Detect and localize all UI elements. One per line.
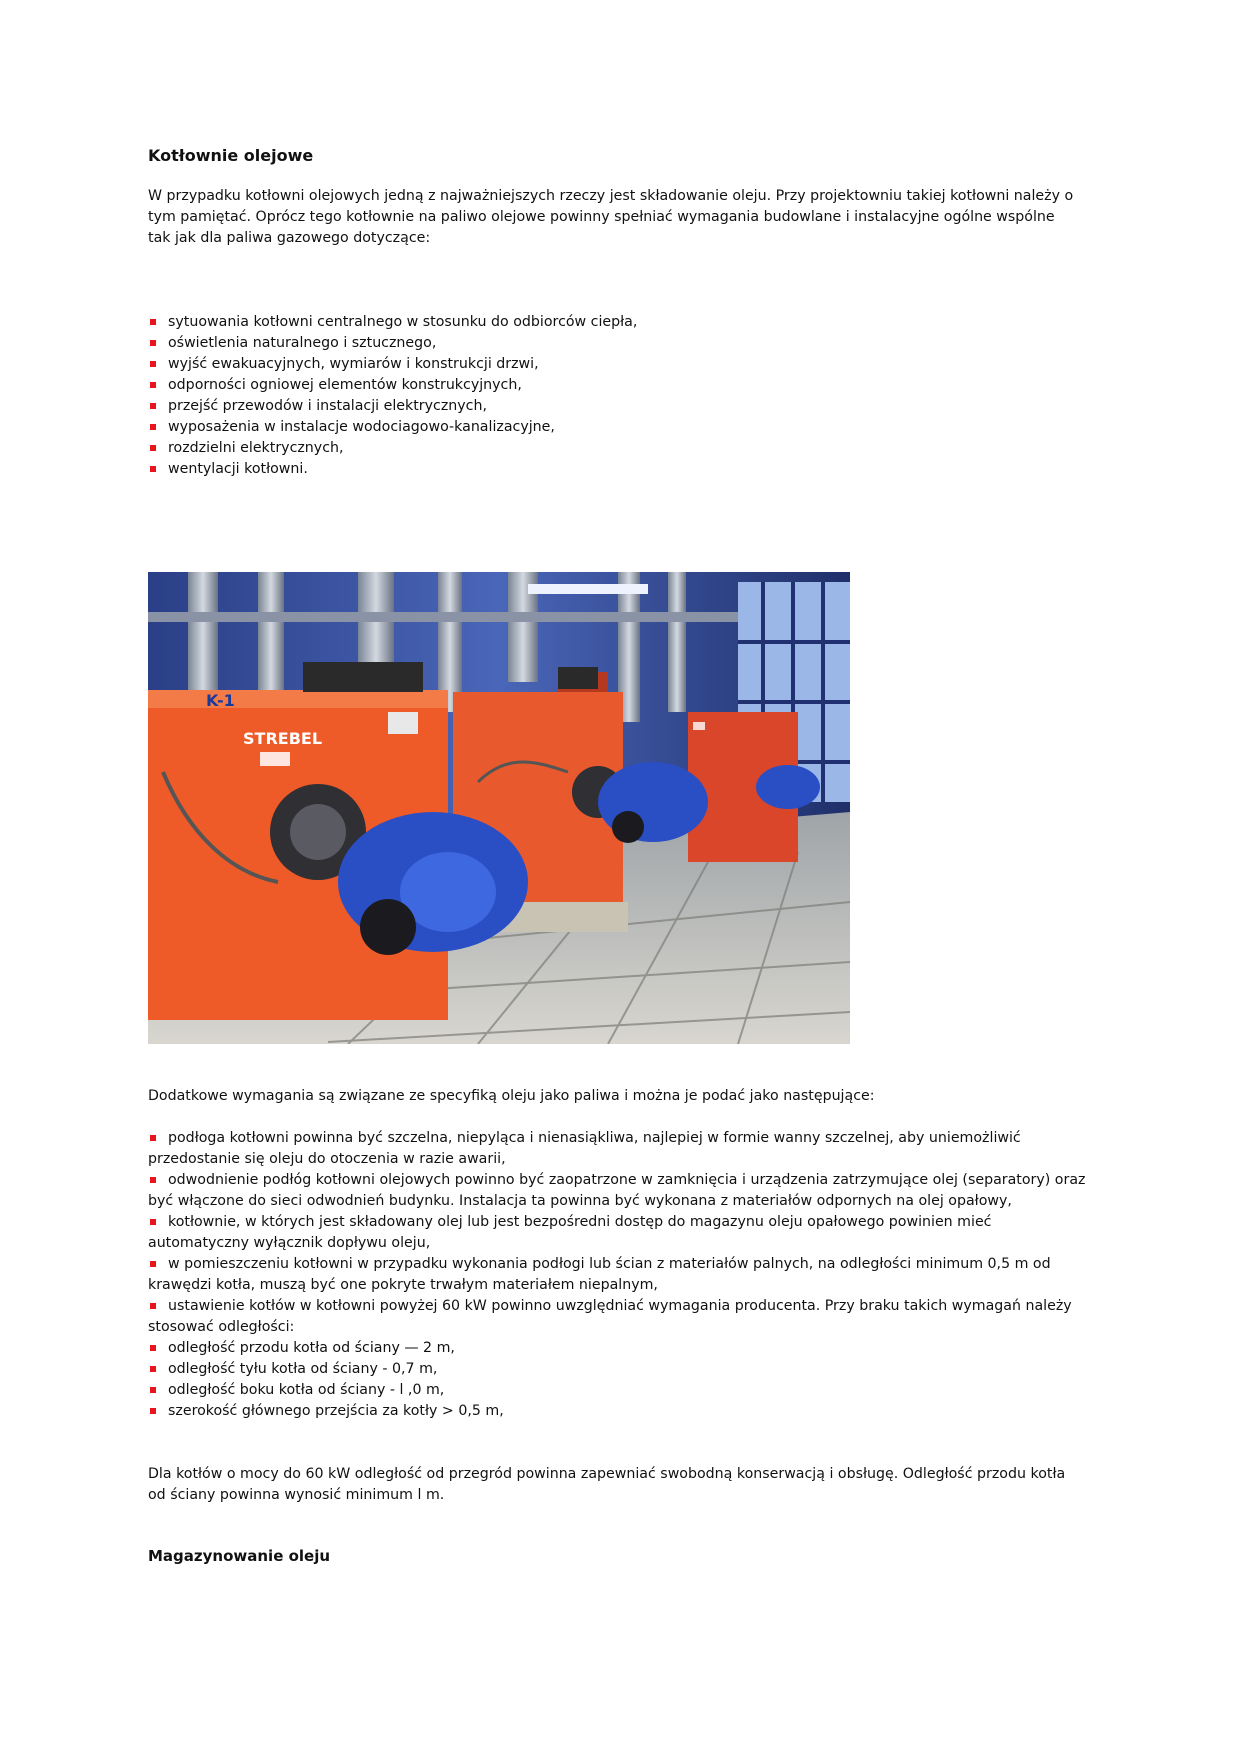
list-item: szerokość głównego przejścia za kotły > 0,5 m, (148, 1401, 1088, 1422)
bullet-icon (150, 445, 156, 451)
list-item: kotłownie, w których jest składowany olej lub jest bezpośredni dostęp do magazynu oleju opałowego powinien mieć automatyczny wyłącznik dopływu oleju, (148, 1214, 992, 1251)
list-item: w pomieszczeniu kotłowni w przypadku wykonania podłogi lub ścian z materiałów palnych, na odległości minimum 0,5 m od krawędzi kotła, muszą być one pokryte trwałym materiałem niepalnym, (148, 1256, 1051, 1293)
requirements-list (148, 312, 1088, 480)
additional-requirements-intro: Dodatkowe wymagania są związane ze specyfiką oleju jako paliwa i można je podać jako następujące: (148, 1088, 875, 1104)
bullet-icon (150, 1345, 156, 1351)
boiler-room-photo (148, 572, 850, 1044)
boiler-room-illustration (148, 572, 850, 1044)
bullet-icon (150, 340, 156, 346)
list-item: wyposażenia w instalacje wodociagowo-kanalizacyjne, (148, 417, 1088, 438)
bullet-icon (150, 319, 156, 325)
boiler-label: K-1 (206, 691, 235, 710)
bullet-icon (150, 424, 156, 430)
list-item: wentylacji kotłowni. (148, 459, 1088, 480)
bullet-icon (150, 1366, 156, 1372)
list-item: rozdzielni elektrycznych, (148, 438, 1088, 459)
intro-paragraph: W przypadku kotłowni olejowych jedną z najważniejszych rzeczy jest składowanie oleju. Przy projektowniu takiej kotłowni należy o tym pamiętać. Oprócz tego kotłownie na paliwo olejowe powinny spełniać wymagania budowlane i instalacyjne ogólne wspólne tak jak dla paliwa gazowego dotyczące: (148, 188, 1074, 246)
bullet-icon (150, 382, 156, 388)
list-item: przejść przewodów i instalacji elektrycznych, (148, 396, 1088, 417)
bullet-icon (150, 1408, 156, 1414)
list-item: wyjść ewakuacyjnych, wymiarów i konstrukcji drzwi, (148, 354, 1088, 375)
list-item: odległość przodu kotła od ściany — 2 m, (148, 1338, 1088, 1359)
list-item: podłoga kotłowni powinna być szczelna, niepyląca i nienasiąkliwa, najlepiej w formie wanny szczelnej, aby uniemożliwić przedostanie się oleju do otoczenia w razie awarii, (148, 1130, 1021, 1167)
bullet-icon (150, 1261, 156, 1267)
bullet-icon (150, 1387, 156, 1393)
closing-paragraph: Dla kotłów o mocy do 60 kW odległość od przegród powinna zapewniać swobodną konserwacją i obsługę. Odległość przodu kotła od ściany powinna wynosić minimum l m. (148, 1466, 1066, 1503)
bullet-icon (150, 1177, 156, 1183)
boiler-brand: STREBEL (243, 729, 323, 748)
list-item: sytuowania kotłowni centralnego w stosunku do odbiorców ciepła, (148, 312, 1088, 333)
list-item: oświetlenia naturalnego i sztucznego, (148, 333, 1088, 354)
section-title: Magazynowanie oleju (148, 1547, 331, 1565)
bullet-icon (150, 1219, 156, 1225)
list-item: odporności ogniowej elementów konstrukcyjnych, (148, 375, 1088, 396)
list-item: odległość tyłu kotła od ściany - 0,7 m, (148, 1359, 1088, 1380)
bullet-icon (150, 1303, 156, 1309)
bullet-icon (150, 361, 156, 367)
list-item: ustawienie kotłów w kotłowni powyżej 60 kW powinno uwzględniać wymagania producenta. Przy braku takich wymagań należy stosować odległości: (148, 1298, 1072, 1335)
list-item: odwodnienie podłóg kotłowni olejowych powinno być zaopatrzone w zamknięcia i urządzenia zatrzymujące olej (separatory) oraz być włączone do sieci odwodnień budynku. Instalacja ta powinna być wykonana z materiałów odpornych na olej opałowy, (148, 1172, 1086, 1209)
bullet-icon (150, 1135, 156, 1141)
bullet-icon (150, 403, 156, 409)
page-title: Kotłownie olejowe (148, 146, 314, 165)
list-item: odległość boku kotła od ściany - l ,0 m, (148, 1380, 1088, 1401)
bullet-icon (150, 466, 156, 472)
additional-requirements-list (148, 1128, 1088, 1422)
